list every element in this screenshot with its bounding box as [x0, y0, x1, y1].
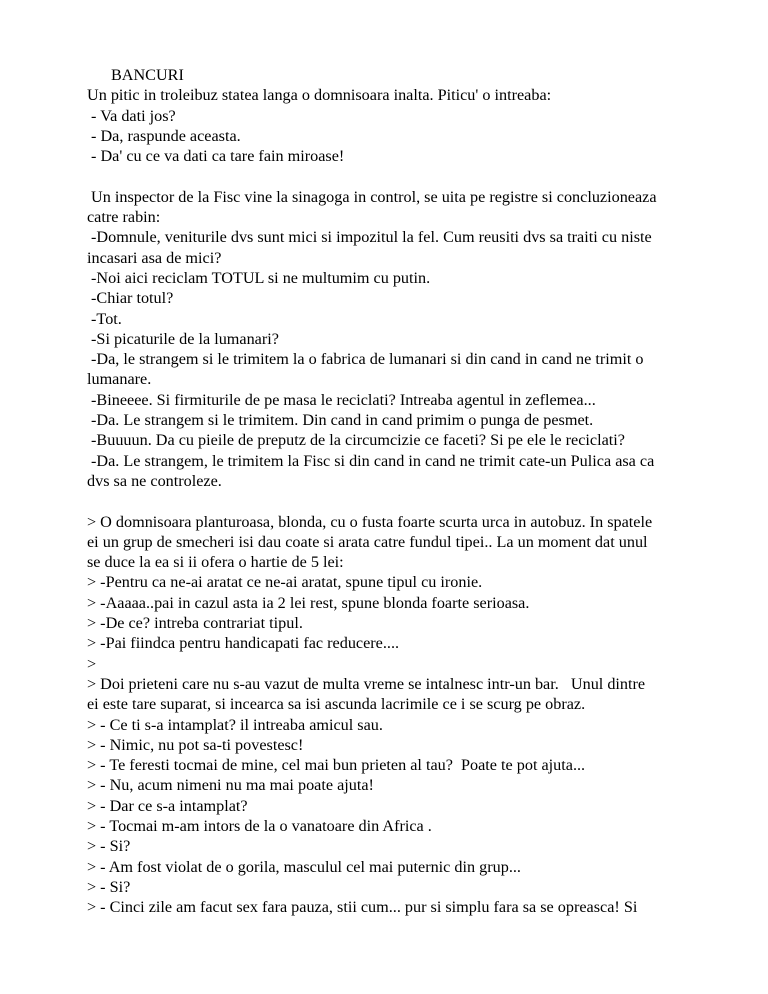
paragraph-gap: [87, 166, 728, 186]
text-line: > - Si?: [87, 877, 131, 896]
text-line: dvs sa ne controleze.: [87, 471, 222, 490]
text-line: > - Nu, acum nimeni nu ma mai poate ajuta!: [87, 776, 374, 795]
text-line: > O domnisoara planturoasa, blonda, cu o fusta foarte scurta urca in autobuz. In spatele: [87, 512, 653, 531]
text-line: se duce la ea si ii ofera o hartie de 5 lei:: [87, 553, 344, 572]
text-line: - Da' cu ce va dati ca tare fain miroase!: [87, 147, 345, 166]
text-line: > -De ce? intreba contrariat tipul.: [87, 614, 303, 633]
document-title: BANCURI: [111, 66, 184, 84]
text-line: > - Ce ti s-a intamplat? il intreaba amicul sau.: [87, 715, 383, 734]
joke-3: [87, 512, 728, 918]
text-line: > - Te feresti tocmai de mine, cel mai bun prieten al tau? Poate te pot ajuta...: [87, 756, 586, 775]
text-line: Un pitic in troleibuz statea langa o domnisoara inalta. Piticu' o intreaba:: [87, 86, 552, 105]
text-line: > - Dar ce s-a intamplat?: [87, 796, 248, 815]
text-line: lumanare.: [87, 370, 152, 389]
text-line: -Da. Le strangem si le trimitem. Din cand in cand primim o punga de pesmet.: [87, 411, 594, 430]
text-line: -Si picaturile de la lumanari?: [87, 329, 279, 348]
text-line: -Da, le strangem si le trimitem la o fabrica de lumanari si din cand in cand ne trimit o: [87, 350, 644, 369]
text-line: -Buuuun. Da cu pieile de preputz de la circumcizie ce faceti? Si pe ele le reciclati?: [87, 431, 625, 450]
text-line: -Tot.: [87, 309, 122, 328]
text-line: > -Pentru ca ne-ai aratat ce ne-ai aratat, spune tipul cu ironie.: [87, 573, 483, 592]
text-line: > Doi prieteni care nu s-au vazut de multa vreme se intalnesc intr-un bar. Unul dintre: [87, 674, 646, 693]
text-line: > - Nimic, nu pot sa-ti povestesc!: [87, 735, 304, 754]
text-line: - Da, raspunde aceasta.: [87, 126, 241, 145]
text-line: -Chiar totul?: [87, 289, 174, 308]
text-line: > -Aaaaa..pai in cazul asta ia 2 lei rest, spune blonda foarte serioasa.: [87, 593, 530, 612]
text-line: > - Tocmai m-am intors de la o vanatoare din Africa .: [87, 816, 432, 835]
text-line: -Domnule, veniturile dvs sunt mici si impozitul la fel. Cum reusiti dvs sa traiti cu niste: [87, 228, 652, 247]
text-line: > - Am fost violat de o gorila, masculul cel mai puternic din grup...: [87, 857, 521, 876]
text-line: - Va dati jos?: [87, 106, 176, 125]
joke-2: [87, 187, 728, 491]
text-line: ei este tare suparat, si incearca sa isi ascunda lacrimile ce i se scurg pe obraz.: [87, 695, 586, 714]
text-line: -Noi aici reciclam TOTUL si ne multumim cu putin.: [87, 268, 431, 287]
text-line: -Da. Le strangem, le trimitem la Fisc si din cand in cand ne trimit cate-un Pulica asa ca: [87, 451, 655, 470]
text-line: -Bineeee. Si firmiturile de pe masa le reciclati? Intreaba agentul in zeflemea...: [87, 390, 596, 409]
text-line: Un inspector de la Fisc vine la sinagoga in control, se uita pe registre si concluzioneaza: [87, 187, 657, 206]
text-line: > -Pai fiindca pentru handicapati fac reducere....: [87, 634, 400, 653]
text-line: ei un grup de smecheri isi dau coate si arata catre fundul tipei.. La un moment dat unul: [87, 532, 648, 551]
text-line: catre rabin:: [87, 208, 161, 227]
paragraph-gap: [87, 491, 728, 511]
joke-1: [87, 85, 728, 166]
text-line: > - Cinci zile am facut sex fara pauza, stii cum... pur si simplu fara sa se opreasca! Si: [87, 898, 638, 917]
text-line: > - Si?: [87, 837, 131, 856]
text-line: incasari asa de mici?: [87, 248, 222, 267]
text-line: >: [87, 654, 97, 673]
